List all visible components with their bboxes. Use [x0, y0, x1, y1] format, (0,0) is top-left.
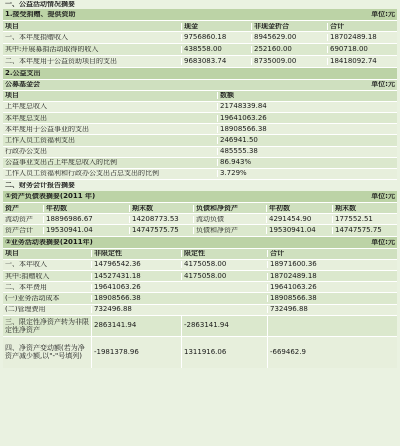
col-header: 期末数	[129, 205, 193, 212]
table-cell: 工作人员工资福利和行政办公支出占总支出的比例	[5, 170, 159, 178]
org-header	[3, 80, 397, 90]
table-cell: 上年度总收入	[5, 103, 47, 111]
col-header: 年初数	[43, 205, 129, 212]
table-header	[3, 21, 397, 32]
table-cell: 252160.00	[251, 46, 327, 53]
col-header: 限定性	[181, 250, 267, 257]
col-header: 期末数	[332, 205, 397, 212]
table-cell: 其中:捐赠收入	[5, 272, 50, 280]
table-row	[3, 293, 397, 304]
col-header: 负债和净资产	[193, 205, 266, 212]
table-row	[3, 147, 397, 158]
unit-label: 单位:元	[371, 11, 395, 18]
section-title	[3, 0, 397, 9]
table-cell: 18418092.74	[327, 58, 397, 65]
subsection-title: 2.公益支出	[5, 70, 41, 78]
unit-label: 单位:元	[371, 238, 395, 246]
table-cell: 其中:开展募捐活动取得的收入	[5, 46, 99, 54]
table-row	[3, 282, 397, 293]
table-row	[3, 271, 397, 282]
table-cell	[267, 316, 397, 336]
table-cell: 负债和净资产	[193, 227, 266, 234]
section-title-text: 二、财务会计报告摘要	[5, 182, 75, 190]
table-row	[3, 337, 397, 368]
table-cell: 438558.00	[181, 46, 251, 53]
table-cell: 二、本年费用	[5, 283, 47, 291]
col-header: 数额	[217, 92, 397, 99]
table-cell: 4175058.00	[181, 261, 267, 268]
table-row	[3, 169, 397, 180]
col-header: 非限定性	[91, 250, 181, 257]
col-header: 非现金折合	[251, 23, 327, 30]
table-cell: 177552.51	[332, 216, 397, 223]
col-header: 项目	[5, 22, 19, 30]
table-cell: 8735009.00	[251, 58, 327, 65]
table-row	[3, 225, 397, 236]
table-row	[3, 305, 397, 316]
table-cell: 二、本年度用于公益资助项目的支出	[5, 58, 117, 66]
table-cell: 18896986.67	[43, 216, 129, 223]
table-cell: 690718.00	[327, 46, 397, 53]
col-header: 资产	[5, 204, 19, 212]
table-cell: 9683083.74	[181, 58, 251, 65]
table-cell: 18702489.18	[327, 34, 397, 41]
table-cell: 485555.38	[217, 148, 397, 155]
table-cell: 公益事业支出占上年度总收入的比例	[5, 159, 117, 167]
subsection-header	[3, 9, 397, 21]
unit-label: 单位:元	[371, 81, 395, 89]
col-header: 项目	[5, 250, 19, 258]
table-cell: 14208773.53	[129, 216, 193, 223]
table-cell: 14796542.36	[91, 261, 181, 268]
unit-label: 单位:元	[371, 193, 395, 201]
table-cell: 18908566.38	[217, 126, 397, 133]
table-row	[3, 44, 397, 56]
table-cell: 2863141.94	[91, 316, 181, 336]
table-row	[3, 124, 397, 135]
table-cell: 18702489.18	[267, 273, 397, 280]
table-row	[3, 135, 397, 146]
subsection-title: ①资产负债表摘要(2011 年)	[5, 193, 96, 201]
table-cell: 18908566.38	[91, 295, 181, 302]
table-header	[3, 249, 397, 260]
table-row	[3, 32, 397, 44]
subsection-title: ②业务活动表摘要(2011年)	[5, 238, 93, 246]
table-cell: -1981378.96	[91, 337, 181, 368]
table-cell: (二)管理费用	[5, 306, 46, 314]
col-header: 项目	[5, 92, 19, 100]
table-row	[3, 260, 397, 271]
table-cell: 732496.88	[91, 306, 181, 313]
table-cell: 1311916.06	[181, 337, 267, 368]
table-cell: 一、本年收入	[5, 261, 47, 269]
table-cell: -669462.9	[267, 337, 397, 368]
table-cell: 14527431.18	[91, 273, 181, 280]
table-cell: 19641063.26	[267, 284, 397, 291]
table-cell: 行政办公支出	[5, 148, 47, 156]
table-row	[3, 316, 397, 337]
table-cell: 资产合计	[5, 227, 33, 235]
subsection-header	[3, 191, 397, 203]
table-cell: 19641063.26	[91, 284, 181, 291]
table-row	[3, 214, 397, 225]
table-cell: 18971600.36	[267, 261, 397, 268]
table-cell: 四、净资产变动额(若为净资产减少额,以"-"号填列)	[5, 344, 85, 361]
table-cell: 3.729%	[217, 170, 397, 177]
section-title	[3, 180, 397, 191]
subsection-header	[3, 237, 397, 249]
table-cell: 流动资产	[5, 215, 33, 223]
table-cell: 8945629.00	[251, 34, 327, 41]
col-header: 合计	[267, 250, 397, 257]
table-cell: 三、限定性净资产转为非限定性净资产	[5, 317, 89, 334]
table-cell: 19530941.04	[266, 227, 332, 234]
table-cell: 19641063.26	[217, 115, 397, 122]
table-cell: 4291454.90	[266, 216, 332, 223]
org-label: 公募基金会	[5, 81, 40, 89]
table-row	[3, 113, 397, 124]
table-header	[3, 203, 397, 214]
table-cell: 本年度用于公益事业的支出	[5, 125, 89, 133]
table-cell: 9756860.18	[181, 34, 251, 41]
table-row	[3, 158, 397, 169]
table-cell: 21748339.84	[217, 103, 397, 110]
table-cell: 流动负债	[193, 216, 266, 223]
table-cell: 732496.88	[267, 306, 397, 313]
table-cell: (一)业务活动成本	[5, 294, 60, 302]
table-row	[3, 102, 397, 113]
table-row	[3, 56, 397, 68]
table-cell: 18908566.38	[267, 295, 397, 302]
subsection-title: 1.接受捐赠、提供资助	[5, 11, 76, 18]
col-header: 年初数	[266, 205, 332, 212]
table-cell: 工作人员工资福利支出	[5, 136, 75, 144]
table-cell: 14747575.75	[332, 227, 397, 234]
table-cell: -2863141.94	[181, 316, 267, 336]
subsection-header	[3, 68, 397, 80]
table-cell: 86.943%	[217, 159, 397, 166]
table-header	[3, 91, 397, 102]
table-cell: 246941.50	[217, 137, 397, 144]
col-header: 合计	[327, 23, 397, 30]
section-title-text: 一、公益活动情况摘要	[5, 1, 75, 8]
table-cell: 4175058.00	[181, 273, 267, 280]
table-cell: 一、本年度捐赠收入	[5, 34, 68, 42]
table-cell: 14747575.75	[129, 227, 193, 234]
col-header: 现金	[181, 23, 251, 30]
table-cell: 19530941.04	[43, 227, 129, 234]
table-cell: 本年度总支出	[5, 114, 47, 122]
report-page	[3, 0, 397, 446]
